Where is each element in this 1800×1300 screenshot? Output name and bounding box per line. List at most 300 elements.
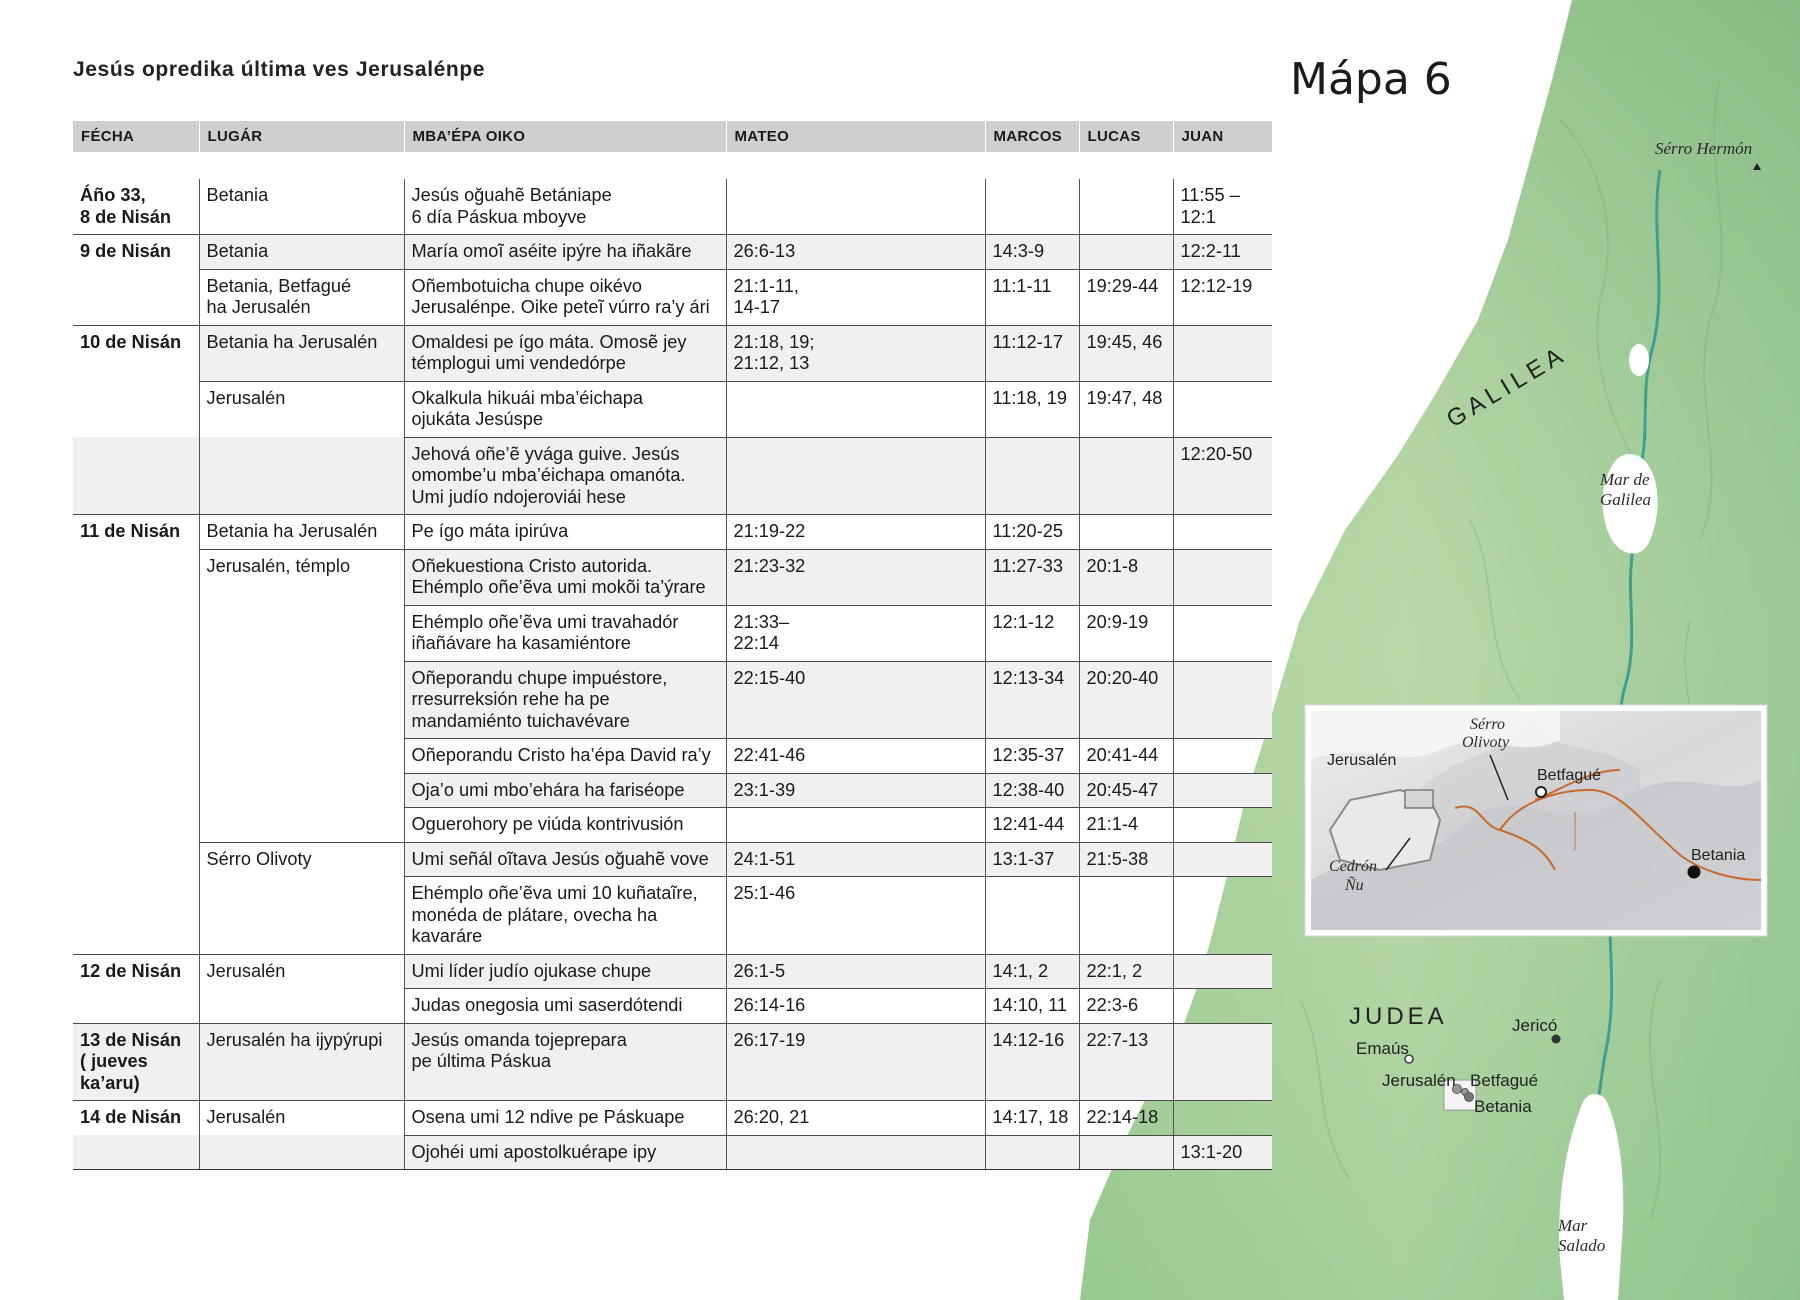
cell-marcos bbox=[985, 235, 1079, 270]
cell-line: Jesús omanda tojeprepara bbox=[411, 1029, 627, 1050]
cell-mateo bbox=[726, 877, 985, 955]
cell-date bbox=[73, 1135, 199, 1170]
cell-mateo bbox=[726, 989, 985, 1024]
cell-date bbox=[73, 842, 199, 877]
cell-line: mandamiénto tuichavévare bbox=[411, 710, 630, 731]
label-mar-galilea-1: Mar de bbox=[1600, 470, 1650, 489]
cell-date bbox=[73, 605, 199, 661]
table-row bbox=[73, 954, 1272, 989]
cell-line: Okalkula hikuái mba’éichapa bbox=[411, 387, 644, 408]
cell-line: 12 de Nisán bbox=[80, 960, 182, 981]
cell-line: 23:1-39 bbox=[733, 779, 796, 800]
cell-line: Betania ha Jerusalén bbox=[206, 521, 378, 541]
cell-date bbox=[73, 179, 199, 235]
cell-line: Oñeporandu Cristo ha’épa David ra’y bbox=[411, 745, 711, 765]
cell-event bbox=[404, 515, 726, 550]
cell-mateo bbox=[726, 605, 985, 661]
cell-line: Jesús oğuahẽ Betániape bbox=[411, 185, 612, 205]
cell-line: 8 de Nisán bbox=[80, 206, 171, 227]
cell-place bbox=[199, 773, 404, 808]
cell-line: Jehová oñe’ẽ yvága guive. Jesús bbox=[411, 443, 680, 464]
cell-line: 19:29-44 bbox=[1086, 275, 1159, 296]
cell-line: 20:41-44 bbox=[1086, 745, 1159, 765]
cell-juan bbox=[1173, 437, 1272, 515]
cell-line: 12:2-11 bbox=[1180, 241, 1241, 261]
cell-date bbox=[73, 661, 199, 739]
inset-map bbox=[1305, 705, 1767, 936]
column-header: JUAN bbox=[1173, 121, 1272, 152]
cell-mateo bbox=[726, 179, 985, 235]
cell-place bbox=[199, 989, 404, 1024]
column-header: MBA’ÉPA OIKO bbox=[404, 121, 726, 152]
cell-line: 11:20-25 bbox=[992, 521, 1063, 541]
cell-mateo bbox=[726, 437, 985, 515]
cell-mateo bbox=[726, 1023, 985, 1101]
cell-place bbox=[199, 235, 404, 270]
cell-juan bbox=[1173, 269, 1272, 325]
cell-line: 12:20-50 bbox=[1180, 443, 1253, 464]
table-row bbox=[73, 381, 1272, 437]
cell-line: 14:10, 11 bbox=[992, 995, 1067, 1015]
cell-lucas bbox=[1079, 773, 1173, 808]
cell-date bbox=[73, 549, 199, 605]
table-row bbox=[73, 1023, 1272, 1101]
cell-line: Ehémplo oñe’ẽva umi mokõi ta’ýrare bbox=[411, 577, 706, 597]
table-row bbox=[73, 549, 1272, 605]
cell-marcos bbox=[985, 1135, 1079, 1170]
cell-line: ka’aru) bbox=[80, 1072, 140, 1093]
cell-marcos bbox=[985, 661, 1079, 739]
cell-line: 6 día Páskua mboyve bbox=[411, 206, 587, 227]
cell-lucas bbox=[1079, 605, 1173, 661]
cell-place bbox=[199, 325, 404, 381]
cell-line: omombe’u mba’éichapa omanóta. bbox=[411, 465, 686, 485]
label-galilea: GALILEA bbox=[1442, 340, 1572, 434]
label-emaus: Emaús bbox=[1356, 1039, 1409, 1058]
label-hermon: Sérro Hermón bbox=[1655, 139, 1753, 158]
cell-lucas bbox=[1079, 515, 1173, 550]
cell-marcos bbox=[985, 605, 1079, 661]
cell-juan bbox=[1173, 989, 1272, 1024]
column-header: MATEO bbox=[726, 121, 985, 152]
table-row bbox=[73, 437, 1272, 515]
cell-line: Jerusalén ha ijypýrupi bbox=[206, 1029, 383, 1050]
inset-label-betania: Betania bbox=[1691, 847, 1746, 864]
label-mar-salado-1: Mar bbox=[1558, 1216, 1588, 1235]
cell-mateo bbox=[726, 954, 985, 989]
cell-place bbox=[199, 179, 404, 235]
inset-betania-dot bbox=[1688, 866, 1701, 879]
cell-line: 22:3-6 bbox=[1086, 995, 1139, 1015]
cell-line: 12:1-12 bbox=[992, 611, 1055, 632]
cell-juan bbox=[1173, 515, 1272, 550]
cell-line: 22:7-13 bbox=[1086, 1029, 1149, 1050]
cell-line: 10 de Nisán bbox=[80, 331, 182, 352]
cell-event bbox=[404, 269, 726, 325]
column-header: MARCOS bbox=[985, 121, 1079, 152]
cell-event bbox=[404, 235, 726, 270]
table-row bbox=[73, 1135, 1272, 1170]
cell-marcos bbox=[985, 515, 1079, 550]
cell-date bbox=[73, 1101, 199, 1136]
cell-mateo bbox=[726, 515, 985, 550]
cell-date bbox=[73, 773, 199, 808]
cell-lucas bbox=[1079, 381, 1173, 437]
cell-event bbox=[404, 605, 726, 661]
cell-line: 14:1, 2 bbox=[992, 960, 1049, 981]
cell-place bbox=[199, 661, 404, 739]
cell-juan bbox=[1173, 1023, 1272, 1101]
cell-marcos bbox=[985, 773, 1079, 808]
column-header: FÉCHA bbox=[73, 121, 199, 152]
cell-place bbox=[199, 269, 404, 325]
cell-place bbox=[199, 877, 404, 955]
cell-line: Osena umi 12 ndive pe Páskuape bbox=[411, 1107, 685, 1127]
cell-line: 22:41-46 bbox=[733, 745, 806, 765]
cell-lucas bbox=[1079, 1023, 1173, 1101]
cell-line: 21:23-32 bbox=[733, 555, 806, 576]
cell-marcos bbox=[985, 437, 1079, 515]
cell-lucas bbox=[1079, 989, 1173, 1024]
cell-line: Judas onegosia umi saserdótendi bbox=[411, 995, 683, 1015]
cell-line: 9 de Nisán bbox=[80, 241, 171, 261]
cell-line: 20:1-8 bbox=[1086, 555, 1139, 576]
cell-lucas bbox=[1079, 877, 1173, 955]
cell-line: 11:12-17 bbox=[992, 331, 1063, 352]
cell-marcos bbox=[985, 269, 1079, 325]
map-title: Mápa 6 bbox=[1290, 54, 1452, 105]
cell-date bbox=[73, 808, 199, 843]
cell-event bbox=[404, 989, 726, 1024]
cell-line: Oñeporandu chupe impuéstore, bbox=[411, 667, 668, 688]
cell-line: 26:6-13 bbox=[733, 241, 796, 261]
cell-juan bbox=[1173, 661, 1272, 739]
table-header bbox=[73, 121, 1272, 152]
cell-juan bbox=[1173, 954, 1272, 989]
cell-line: Jerusalénpe. Oike peteĩ vúrro ra’y ári bbox=[411, 297, 710, 317]
table-row bbox=[73, 1101, 1272, 1136]
cell-date bbox=[73, 1023, 199, 1101]
inset-label-olivoty-1: Sérro bbox=[1470, 716, 1505, 733]
cell-line: Oja’o umi mbo’ehára ha fariséope bbox=[411, 779, 685, 800]
table-row bbox=[73, 235, 1272, 270]
cell-line: 14:12-16 bbox=[992, 1029, 1065, 1050]
cell-juan bbox=[1173, 325, 1272, 381]
cell-line: Jerusalén bbox=[206, 960, 286, 981]
cell-line: témplogui umi vendedórpe bbox=[411, 353, 626, 373]
cell-event bbox=[404, 437, 726, 515]
cell-place bbox=[199, 1101, 404, 1136]
cell-line: 14 de Nisán bbox=[80, 1107, 182, 1127]
table-row bbox=[73, 605, 1272, 661]
cell-line: 12:1 bbox=[1180, 206, 1216, 227]
cell-mateo bbox=[726, 1101, 985, 1136]
cell-mateo bbox=[726, 739, 985, 774]
cell-line: 13 de Nisán bbox=[80, 1029, 182, 1050]
cell-line: 25:1-46 bbox=[733, 883, 796, 903]
cell-marcos bbox=[985, 381, 1079, 437]
cell-place bbox=[199, 381, 404, 437]
cell-mateo bbox=[726, 235, 985, 270]
table-row bbox=[73, 325, 1272, 381]
cell-line: 11:18, 19 bbox=[992, 387, 1067, 408]
cell-juan bbox=[1173, 739, 1272, 774]
cell-event bbox=[404, 1101, 726, 1136]
table-row bbox=[73, 773, 1272, 808]
cell-juan bbox=[1173, 605, 1272, 661]
cell-event bbox=[404, 1135, 726, 1170]
cell-line: 21:1-11, bbox=[733, 275, 799, 296]
betania-dot bbox=[1465, 1093, 1474, 1102]
label-judea: JUDEA bbox=[1349, 1003, 1448, 1030]
cell-line: 26:1-5 bbox=[733, 960, 786, 981]
cell-date bbox=[73, 325, 199, 381]
cell-line: Áño 33, bbox=[80, 185, 146, 205]
cell-place bbox=[199, 549, 404, 605]
table-row bbox=[73, 515, 1272, 550]
table-row bbox=[73, 661, 1272, 739]
label-jerusalen: Jerusalén bbox=[1382, 1071, 1456, 1090]
cell-line: 21:5-38 bbox=[1086, 848, 1149, 869]
table-row bbox=[73, 179, 1272, 235]
cell-lucas bbox=[1079, 269, 1173, 325]
cell-juan bbox=[1173, 808, 1272, 843]
label-jerico: Jericó bbox=[1512, 1016, 1558, 1035]
cell-date bbox=[73, 381, 199, 437]
cell-line: ( jueves bbox=[80, 1051, 148, 1071]
cell-juan bbox=[1173, 179, 1272, 235]
cell-line: 13:1-37 bbox=[992, 848, 1055, 869]
cell-event bbox=[404, 325, 726, 381]
column-header: LUCAS bbox=[1079, 121, 1173, 152]
cell-juan bbox=[1173, 1101, 1272, 1136]
cell-line: 22:14-18 bbox=[1086, 1107, 1159, 1127]
cell-lucas bbox=[1079, 325, 1173, 381]
cell-line: 26:17-19 bbox=[733, 1029, 806, 1050]
cell-marcos bbox=[985, 1101, 1079, 1136]
table-row bbox=[73, 989, 1272, 1024]
cell-lucas bbox=[1079, 1101, 1173, 1136]
cell-lucas bbox=[1079, 549, 1173, 605]
cell-place bbox=[199, 808, 404, 843]
cell-line: Ehémplo oñe’ẽva umi 10 kuñataĩre, bbox=[411, 883, 698, 903]
cell-line: 14:3-9 bbox=[992, 241, 1045, 261]
cell-marcos bbox=[985, 179, 1079, 235]
cell-event bbox=[404, 179, 726, 235]
cell-juan bbox=[1173, 1135, 1272, 1170]
cell-place bbox=[199, 842, 404, 877]
inset-label-jerusalen: Jerusalén bbox=[1327, 752, 1397, 769]
cell-line: Betania bbox=[206, 241, 269, 261]
header-spacer bbox=[73, 152, 1272, 179]
cell-line: 20:9-19 bbox=[1086, 611, 1149, 632]
cell-line: 11:1-11 bbox=[992, 275, 1052, 296]
cell-marcos bbox=[985, 549, 1079, 605]
cell-line: 13:1-20 bbox=[1180, 1141, 1243, 1162]
cell-mateo bbox=[726, 842, 985, 877]
cell-line: rresurreksión rehe ha pe bbox=[411, 689, 610, 709]
cell-marcos bbox=[985, 877, 1079, 955]
cell-date bbox=[73, 739, 199, 774]
cell-marcos bbox=[985, 954, 1079, 989]
cell-line: 26:14-16 bbox=[733, 995, 806, 1015]
cell-event bbox=[404, 549, 726, 605]
cell-mateo bbox=[726, 1135, 985, 1170]
lake-hula bbox=[1629, 344, 1649, 376]
cell-line: Pe ígo máta ipirúva bbox=[411, 521, 569, 541]
cell-marcos bbox=[985, 1023, 1079, 1101]
cell-date bbox=[73, 989, 199, 1024]
cell-line: 21:33– bbox=[733, 611, 790, 632]
table-row bbox=[73, 877, 1272, 955]
cell-date bbox=[73, 515, 199, 550]
cell-line: 20:45-47 bbox=[1086, 779, 1159, 800]
cell-date bbox=[73, 954, 199, 989]
cell-line: Jerusalén bbox=[206, 387, 286, 408]
cell-lucas bbox=[1079, 235, 1173, 270]
cell-place bbox=[199, 1135, 404, 1170]
cell-juan bbox=[1173, 773, 1272, 808]
cell-lucas bbox=[1079, 739, 1173, 774]
cell-line: 21:12, 13 bbox=[733, 353, 810, 373]
cell-line: 11 de Nisán bbox=[80, 521, 181, 541]
cell-event bbox=[404, 661, 726, 739]
cell-marcos bbox=[985, 325, 1079, 381]
cell-line: ojukáta Jesúspe bbox=[411, 409, 543, 429]
cell-mateo bbox=[726, 549, 985, 605]
cell-line: 22:14 bbox=[733, 633, 780, 653]
cell-date bbox=[73, 235, 199, 270]
cell-line: Betania, Betfagué bbox=[206, 275, 352, 296]
schedule-table bbox=[73, 121, 1272, 1170]
cell-mateo bbox=[726, 325, 985, 381]
cell-event bbox=[404, 739, 726, 774]
cell-line: Umi líder judío ojukase chupe bbox=[411, 960, 652, 981]
cell-place bbox=[199, 1023, 404, 1101]
cell-line: 12:13-34 bbox=[992, 667, 1065, 688]
cell-line: 19:45, 46 bbox=[1086, 331, 1163, 352]
cell-line: 21:18, 19; bbox=[733, 331, 815, 352]
cell-marcos bbox=[985, 842, 1079, 877]
cell-line: Jerusalén bbox=[206, 1107, 286, 1127]
cell-line: Oñembotuicha chupe oikévo bbox=[411, 275, 643, 296]
cell-line: Betania ha Jerusalén bbox=[206, 331, 378, 352]
table-row bbox=[73, 269, 1272, 325]
cell-lucas bbox=[1079, 661, 1173, 739]
cell-line: Umi señál oĩtava Jesús oğuahẽ vove bbox=[411, 848, 709, 869]
cell-place bbox=[199, 437, 404, 515]
table-row bbox=[73, 808, 1272, 843]
cell-juan bbox=[1173, 235, 1272, 270]
label-betania: Betania bbox=[1474, 1097, 1532, 1116]
cell-line: 12:12-19 bbox=[1180, 275, 1253, 296]
cell-date bbox=[73, 877, 199, 955]
cell-line: María omoĩ aséite ipýre ha iñakãre bbox=[411, 241, 692, 261]
cell-event bbox=[404, 954, 726, 989]
cell-line: 26:20, 21 bbox=[733, 1107, 810, 1127]
table-row bbox=[73, 842, 1272, 877]
cell-lucas bbox=[1079, 808, 1173, 843]
cell-mateo bbox=[726, 661, 985, 739]
cell-juan bbox=[1173, 549, 1272, 605]
cell-line: Sérro Olivoty bbox=[206, 848, 312, 869]
table-row bbox=[73, 739, 1272, 774]
cell-line: 11:55 – bbox=[1180, 185, 1240, 205]
cell-line: 22:1, 2 bbox=[1086, 960, 1143, 981]
cell-event bbox=[404, 773, 726, 808]
cell-line: Oñekuestiona Cristo autorida. bbox=[411, 555, 653, 576]
cell-date bbox=[73, 269, 199, 325]
cell-line: pe última Páskua bbox=[411, 1051, 552, 1071]
cell-line: 20:20-40 bbox=[1086, 667, 1159, 688]
cell-line: Oguerohory pe viúda kontrivusión bbox=[411, 814, 684, 834]
cell-juan bbox=[1173, 842, 1272, 877]
cell-line: Ehémplo oñe’ẽva umi travahadór bbox=[411, 611, 679, 632]
inset-label-olivoty-2: Olivoty bbox=[1462, 734, 1510, 751]
cell-line: 12:38-40 bbox=[992, 779, 1065, 800]
inset-betfague-dot bbox=[1536, 787, 1546, 797]
cell-line: 21:19-22 bbox=[733, 521, 806, 541]
cell-place bbox=[199, 739, 404, 774]
cell-line: 19:47, 48 bbox=[1086, 387, 1163, 408]
cell-marcos bbox=[985, 989, 1079, 1024]
label-mar-galilea-2: Galilea bbox=[1600, 490, 1651, 509]
cell-lucas bbox=[1079, 954, 1173, 989]
cell-line: iñañávare ha kasamiéntore bbox=[411, 633, 631, 653]
cell-line: 14:17, 18 bbox=[992, 1107, 1069, 1127]
cell-mateo bbox=[726, 269, 985, 325]
cell-event bbox=[404, 381, 726, 437]
cell-line: ha Jerusalén bbox=[206, 297, 311, 317]
cell-place bbox=[199, 954, 404, 989]
label-betfague: Betfagué bbox=[1470, 1071, 1539, 1090]
cell-juan bbox=[1173, 381, 1272, 437]
cell-event bbox=[404, 842, 726, 877]
cell-lucas bbox=[1079, 179, 1173, 235]
cell-place bbox=[199, 515, 404, 550]
cell-line: monéda de plátare, ovecha ha kavaráre bbox=[411, 904, 658, 946]
cell-juan bbox=[1173, 877, 1272, 955]
cell-marcos bbox=[985, 808, 1079, 843]
cell-date bbox=[73, 437, 199, 515]
inset-label-cedron-1: Cedrón bbox=[1329, 858, 1377, 875]
cell-line: 24:1-51 bbox=[733, 848, 796, 869]
cell-event bbox=[404, 808, 726, 843]
cell-lucas bbox=[1079, 437, 1173, 515]
cell-line: Betania bbox=[206, 185, 269, 205]
cell-marcos bbox=[985, 739, 1079, 774]
cell-line: 22:15-40 bbox=[733, 667, 806, 688]
cell-line: 12:41-44 bbox=[992, 814, 1065, 834]
cell-line: 11:27-33 bbox=[992, 555, 1063, 576]
cell-line: Omaldesi pe ígo máta. Omosẽ jey bbox=[411, 331, 687, 352]
cell-place bbox=[199, 605, 404, 661]
cell-event bbox=[404, 877, 726, 955]
cell-line: 21:1-4 bbox=[1086, 814, 1139, 834]
cell-lucas bbox=[1079, 842, 1173, 877]
cell-line: Umi judío ndojeroviái hese bbox=[411, 486, 626, 507]
cell-mateo bbox=[726, 773, 985, 808]
inset-label-betfague: Betfagué bbox=[1537, 767, 1602, 784]
cell-line: Ojohéi umi apostolkuérape ipy bbox=[411, 1141, 657, 1162]
cell-event bbox=[404, 1023, 726, 1101]
column-header: LUGÁR bbox=[199, 121, 404, 152]
cell-mateo bbox=[726, 808, 985, 843]
inset-label-cedron-2: Ñu bbox=[1345, 877, 1364, 894]
page-title: Jesús opredika última ves Jerusalénpe bbox=[73, 58, 486, 81]
label-mar-salado-2: Salado bbox=[1558, 1236, 1606, 1255]
cell-mateo bbox=[726, 381, 985, 437]
